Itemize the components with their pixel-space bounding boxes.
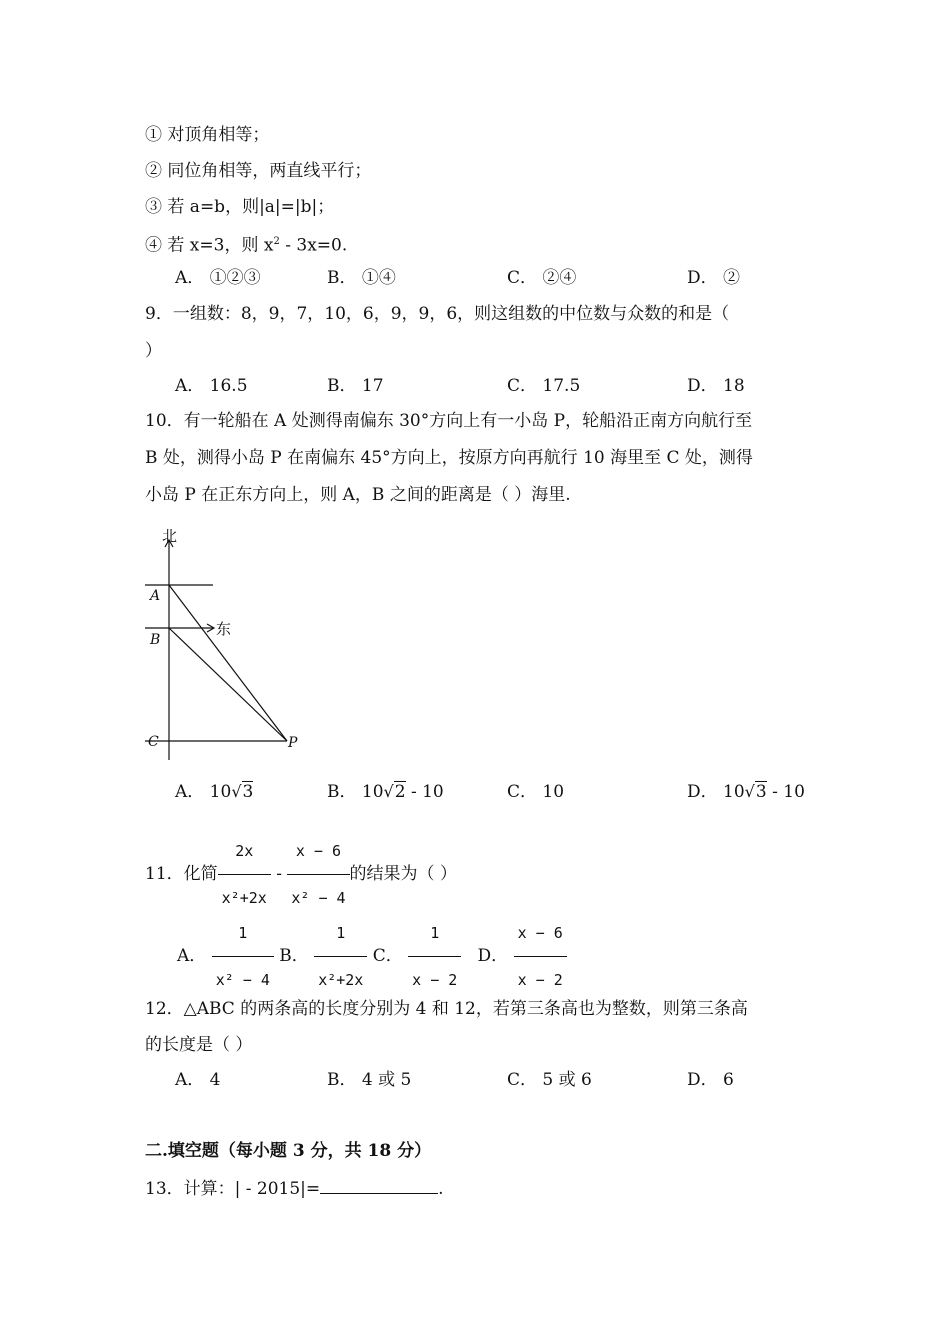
q8-option-a: A． ①②③ <box>175 268 261 288</box>
q13-suffix: . <box>438 1179 444 1199</box>
q11-fraction-2-den: x² − 4 <box>287 874 349 921</box>
q9-option-b: B． 17 <box>327 376 384 396</box>
statement-2: ② 同位角相等，两直线平行； <box>145 161 372 181</box>
q10-option-c: C． 10 <box>507 782 565 802</box>
q11-option-b-fraction <box>314 910 367 1003</box>
q10-option-a-radicand: 3 <box>242 782 254 802</box>
q12-option-c: C． 5 或 6 <box>507 1070 592 1090</box>
q12-option-b: B． 4 或 5 <box>327 1070 412 1090</box>
q11-option-c-label: C． <box>372 946 403 966</box>
q11-option-d-num: x − 6 <box>517 924 563 942</box>
q11-option-c-den: x − 2 <box>408 956 461 1003</box>
q11-option-d-label: D． <box>477 946 509 966</box>
q11-fraction-1-den: x²+2x <box>218 874 271 921</box>
q10-stem-line1: 10．有一轮船在 A 处测得南偏东 30°方向上有一小岛 P，轮船沿正南方向航行至 <box>145 411 753 431</box>
q13-prefix: 13．计算：| - 2015|= <box>145 1179 321 1199</box>
q11-option-c-num: 1 <box>430 924 440 942</box>
q11-option-b-label: B． <box>279 946 309 966</box>
q8-option-c: C． ②④ <box>507 268 577 288</box>
east-label: 东 <box>216 620 232 638</box>
q12-stem-line1: 12．△ABC 的两条高的长度分别为 4 和 12，若第三条高也为整数，则第三条高 <box>145 999 748 1019</box>
q10-stem-line3: 小岛 P 在正东方向上，则 A，B 之间的距离是（ ）海里. <box>145 485 571 505</box>
q8-option-d: D． ② <box>687 268 741 288</box>
section-heading: 二.填空题（每小题 3 分，共 18 分） <box>145 1141 432 1161</box>
statement-4-text: ④ 若 x=3，则 x <box>145 235 274 256</box>
sqrt-icon: √ <box>744 782 755 801</box>
q11-option-c-fraction <box>408 910 461 1003</box>
q12-option-d: D． 6 <box>687 1070 734 1090</box>
q10-stem-line2: B 处，测得小岛 P 在南偏东 45°方向上，按原方向再航行 10 海里至 C 处，测得 <box>145 448 753 468</box>
q11-fraction-2-num: x − 6 <box>295 842 342 860</box>
q11-stem <box>145 828 457 921</box>
q10-option-d <box>687 781 805 803</box>
north-label: 北 <box>162 527 178 545</box>
sqrt-icon: √ <box>383 782 394 801</box>
q9-option-a: A． 16.5 <box>175 376 248 396</box>
point-p-label: P <box>288 735 298 751</box>
q9-stem-line2: ） <box>145 341 162 361</box>
q10-option-b-radicand: 2 <box>394 782 406 802</box>
q11-option-a-den: x² − 4 <box>212 956 274 1003</box>
q11-option-a-fraction <box>212 910 274 1003</box>
q10-option-a <box>175 781 253 803</box>
q12-stem-line2: 的长度是（ ） <box>145 1035 253 1055</box>
q9-option-d: D． 18 <box>687 376 745 396</box>
answer-blank[interactable] <box>320 1177 438 1194</box>
sqrt-icon: √ <box>231 782 242 801</box>
q11-minus: - <box>270 864 288 884</box>
q11-suffix: 的结果为（ ） <box>349 864 457 884</box>
q11-fraction-1-num: 2x <box>235 842 254 860</box>
q11-option-b-num: 1 <box>336 924 346 942</box>
line-b-p <box>169 628 287 741</box>
q11-option-d-fraction <box>514 910 567 1003</box>
q13-stem <box>145 1177 444 1200</box>
line-a-p <box>169 585 287 741</box>
q9-option-c: C． 17.5 <box>507 376 581 396</box>
statement-4 <box>145 231 347 257</box>
q11-option-d-den: x − 2 <box>514 956 567 1003</box>
q11-options <box>177 910 567 1003</box>
q11-fraction-2 <box>287 828 349 921</box>
point-b-label: B <box>150 632 161 648</box>
statement-3: ③ 若 a=b，则|a|=|b|； <box>145 197 335 217</box>
q10-option-d-radicand: 3 <box>755 782 767 802</box>
q10-option-d-suffix: - 10 <box>766 782 805 802</box>
point-c-label: C <box>148 734 159 750</box>
q8-option-b: B． ①④ <box>327 268 396 288</box>
point-a-label: A <box>150 588 161 604</box>
statement-1: ① 对顶角相等； <box>145 125 270 145</box>
q11-fraction-1 <box>218 828 271 921</box>
q10-option-b-suffix: - 10 <box>405 782 444 802</box>
q11-prefix: 11．化简 <box>145 864 218 884</box>
q11-option-b-den: x²+2x <box>314 956 367 1003</box>
statement-4-tail: - 3x=0. <box>279 235 348 256</box>
q10-option-b-prefix: B． 10 <box>327 782 384 802</box>
q10-diagram <box>140 520 310 765</box>
statement-4-sup: 2 <box>273 236 280 247</box>
q11-option-a-num: 1 <box>238 924 248 942</box>
q11-option-a-label: A． <box>177 946 207 966</box>
q12-option-a: A． 4 <box>175 1070 221 1090</box>
q9-stem-line1: 9．一组数：8，9，7，10，6，9，9，6，则这组数的中位数与众数的和是（ <box>145 304 730 324</box>
q10-option-a-prefix: A． 10 <box>175 782 232 802</box>
q10-option-d-prefix: D． 10 <box>687 782 745 802</box>
q10-option-b <box>327 781 444 803</box>
